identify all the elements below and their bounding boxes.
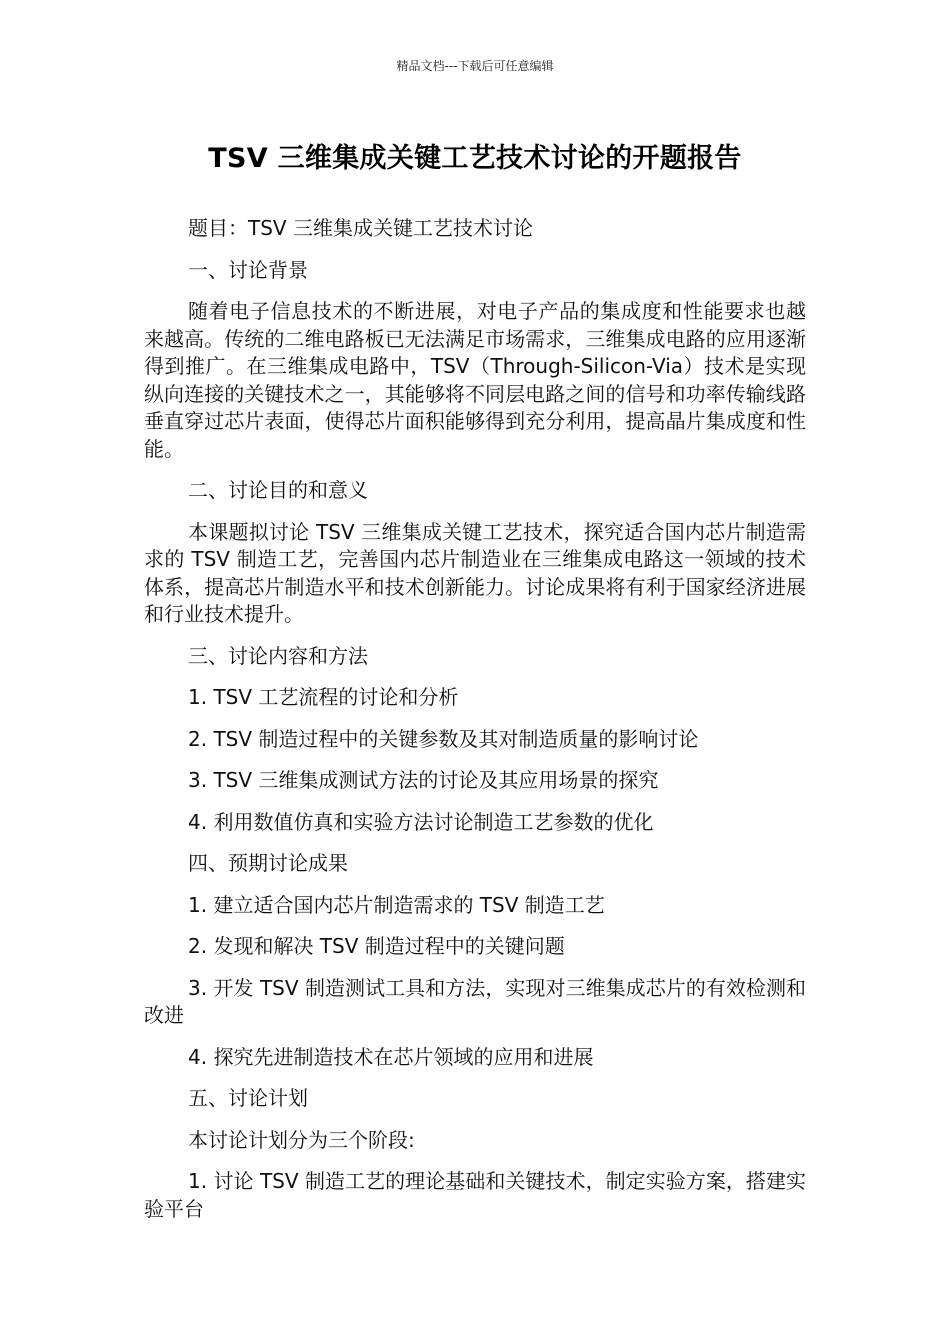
- section-heading-plan: 五、讨论计划: [188, 1086, 308, 1110]
- document-title: TSV 三维集成关键工艺技术讨论的开题报告: [208, 143, 742, 174]
- list-item: 2. TSV 制造过程中的关键参数及其对制造质量的影响讨论: [188, 726, 699, 751]
- list-item: 4. 探究先进制造技术在芯片领域的应用和进展: [188, 1044, 594, 1069]
- paragraph-topic: 题目：TSV 三维集成关键工艺技术讨论: [188, 216, 533, 240]
- document-body: [144, 215, 806, 1237]
- list-item: 3. TSV 三维集成测试方法的讨论及其应用场景的探究: [188, 768, 659, 792]
- paragraph-background: 随着电子信息技术的不断进展，对电子产品的集成度和性能要求也越来越高。传统的二维电路板已无法满足市场需求，三维集成电路的应用逐渐得到推广。在三维集成电路中，TSV（Through-Silicon-Via）技术是实现纵向连接的关键技术之一，其能够将不同层电路之间的信号和功率传输线路垂直穿过芯片表面，使得芯片面积能够得到充分利用，提高晶片集成度和性能。: [144, 299, 806, 461]
- list-item: 4. 利用数值仿真和实验方法讨论制造工艺参数的优化: [188, 809, 654, 834]
- list-item: 1. 建立适合国内芯片制造需求的 TSV 制造工艺: [188, 892, 605, 917]
- list-item: 3. 开发 TSV 制造测试工具和方法，实现对三维集成芯片的有效检测和改进: [144, 975, 806, 1027]
- section-heading-purpose: 二、讨论目的和意义: [188, 478, 368, 502]
- section-heading-expected-results: 四、预期讨论成果: [188, 851, 348, 875]
- header-note: 精品文档---下载后可任意编辑: [396, 59, 554, 73]
- section-heading-background: 一、讨论背景: [188, 257, 308, 282]
- list-item: 1. TSV 工艺流程的讨论和分析: [188, 685, 459, 709]
- list-item: 1. 讨论 TSV 制造工艺的理论基础和关键技术，制定实验方案，搭建实验平台: [144, 1169, 806, 1221]
- list-item: 2. 发现和解决 TSV 制造过程中的关键问题: [188, 934, 565, 958]
- paragraph-plan-intro: 本讨论计划分为三个阶段:: [188, 1127, 415, 1152]
- paragraph-purpose: 本课题拟讨论 TSV 三维集成关键工艺技术，探究适合国内芯片制造需求的 TSV 制造工艺，完善国内芯片制造业在三维集成电路这一领域的技术体系，提高芯片制造水平和技术创新能力。讨论成果将有利于国家经济进展和行业技术提升。: [144, 519, 806, 626]
- section-heading-content-method: 三、讨论内容和方法: [188, 643, 368, 668]
